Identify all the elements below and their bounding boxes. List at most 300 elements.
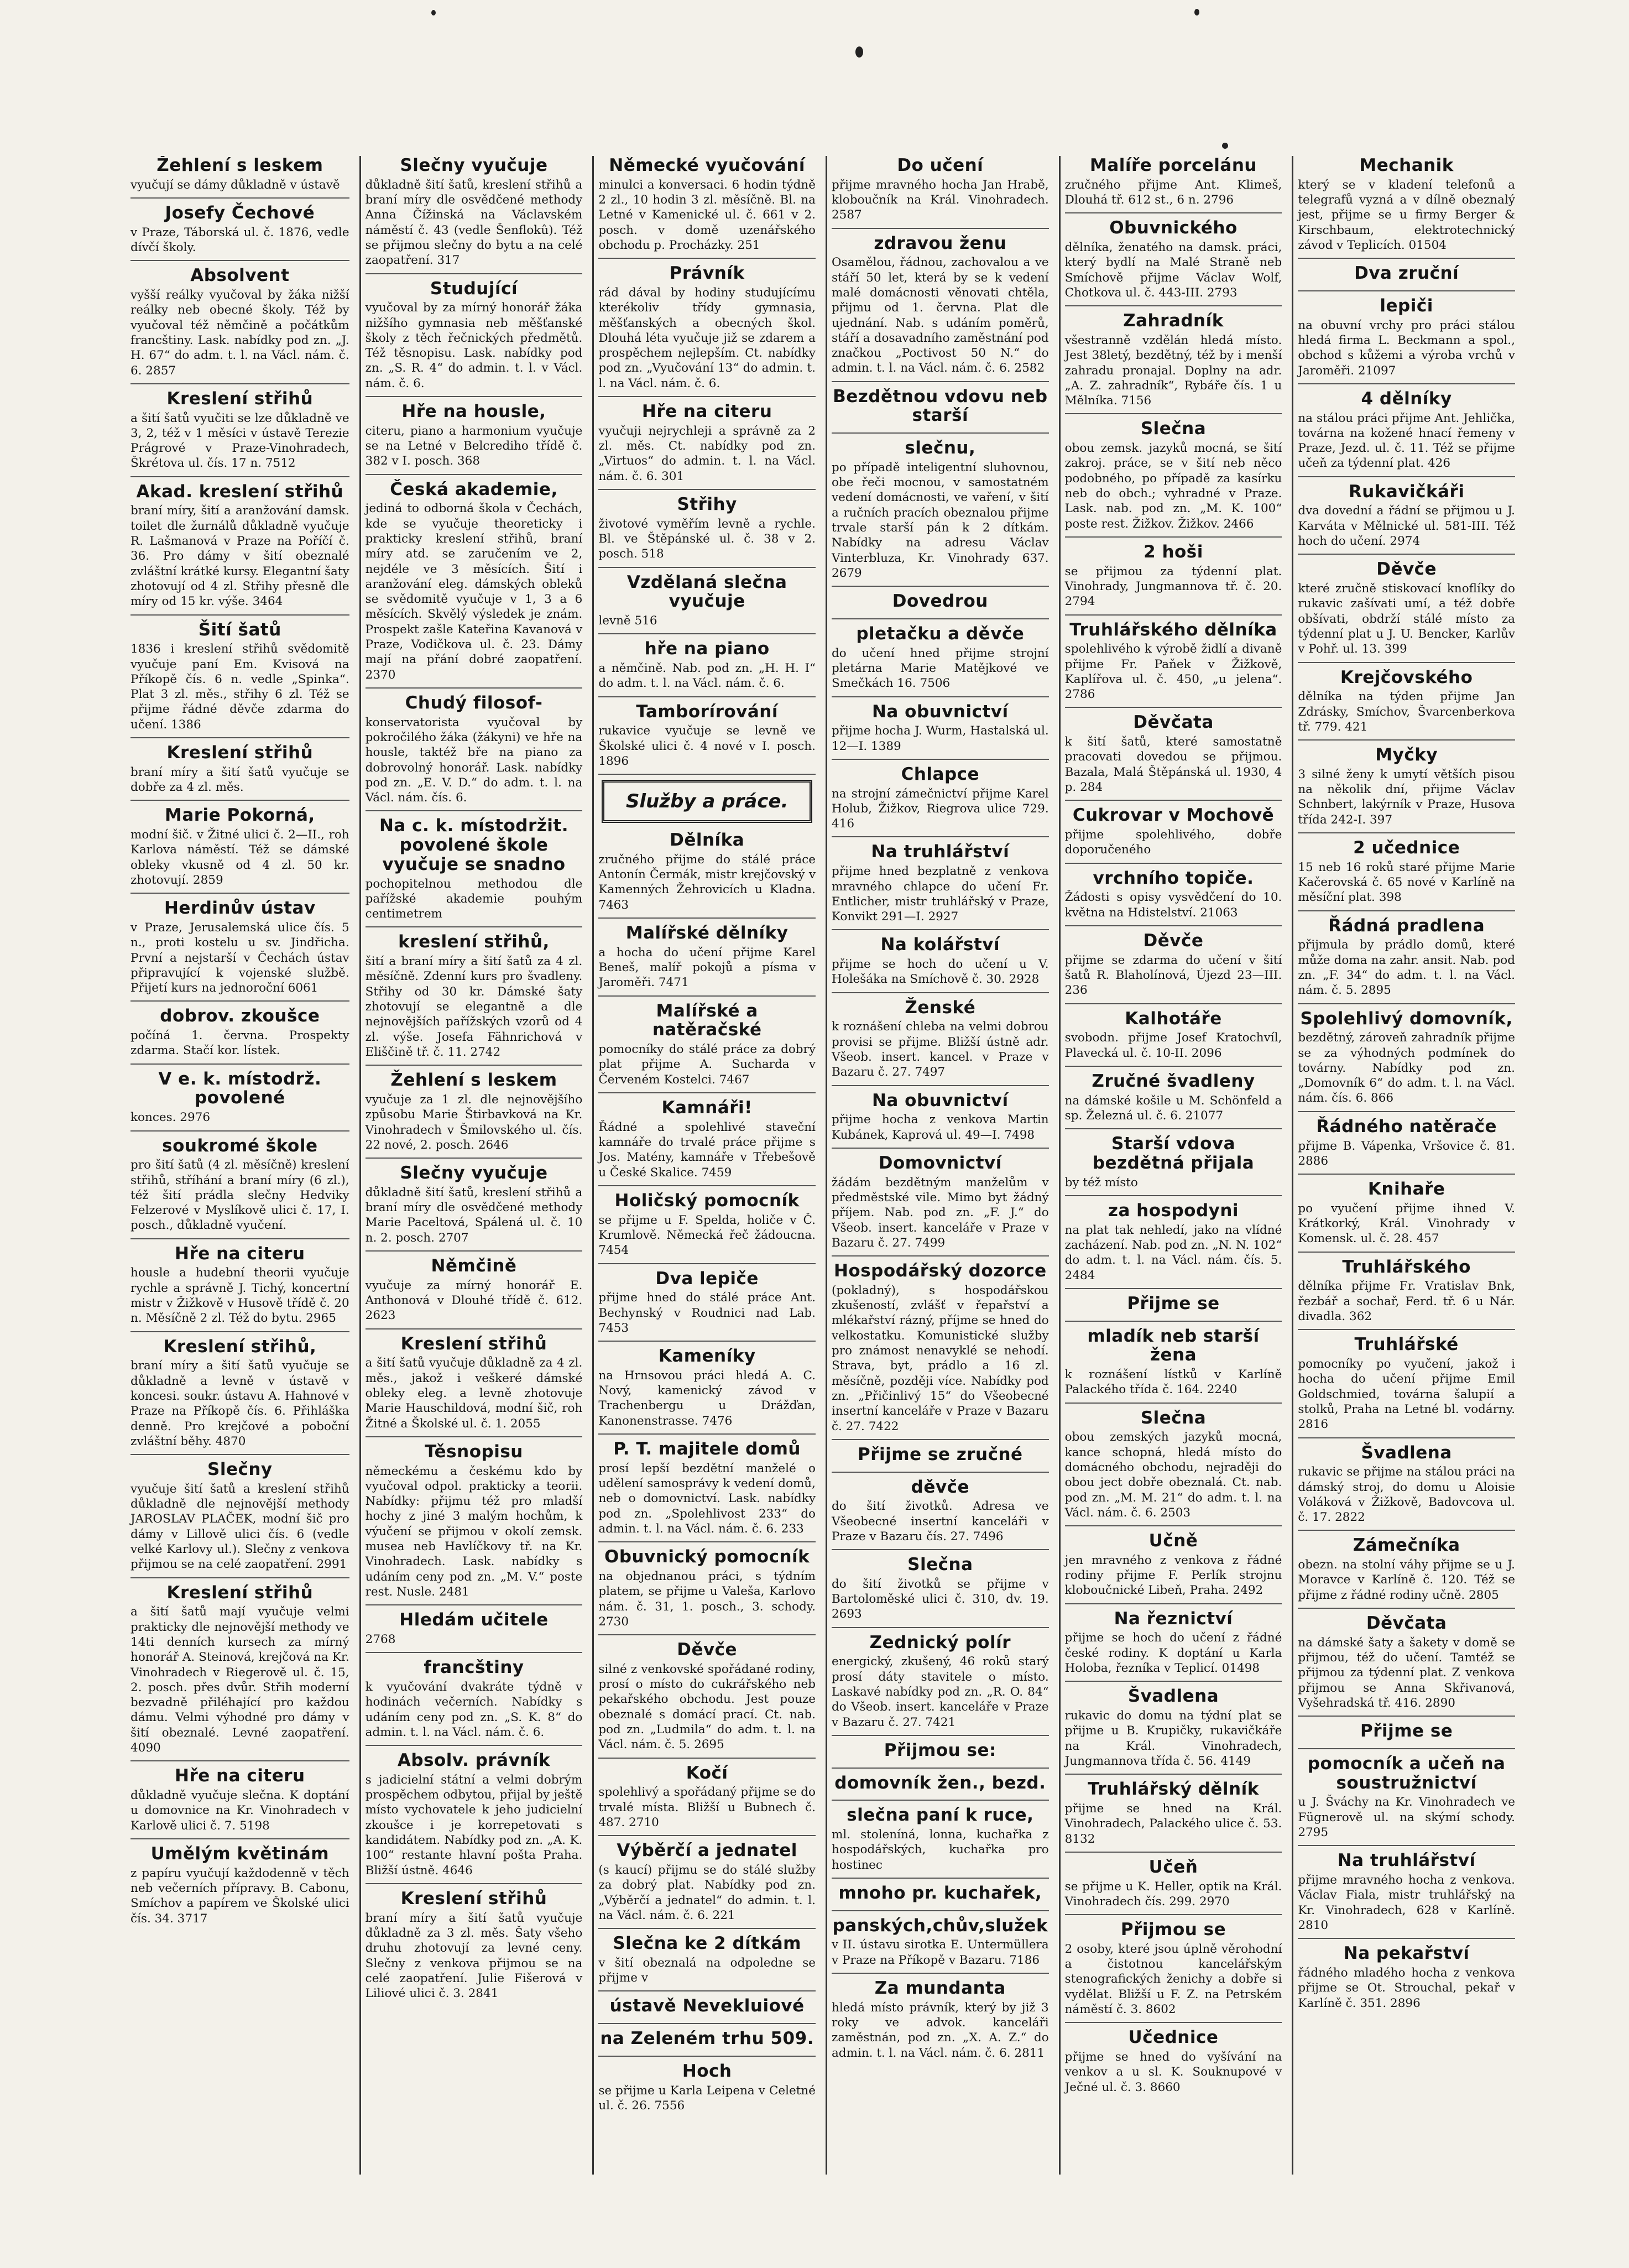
ad-body: levně 516 (598, 613, 657, 628)
ad-headline: Na c. k. místodržit. povolené škole vyučuje se snadno (379, 816, 568, 874)
ad-headline: Švadlena (1127, 1686, 1219, 1707)
ad-headline: Krejčovského (1340, 667, 1473, 687)
ad-headline: Tamborírování (636, 701, 778, 722)
ad-headline: 2 učednice (1353, 838, 1460, 858)
classified-ad (366, 279, 583, 398)
classified-ad (366, 1610, 583, 1653)
classified-ad (130, 1766, 349, 1839)
ad-headline: Přijmou se (1120, 1920, 1226, 1940)
ad-headline: Na truhlářství (1337, 1850, 1476, 1871)
ad-headline: slečna paní k ruce, (847, 1805, 1034, 1826)
ad-headline: Řádná pradlena (1328, 915, 1485, 936)
classified-ad (832, 439, 1049, 587)
classified-ad (130, 743, 349, 801)
ad-headline: Slečny vyučuje (400, 156, 548, 175)
ad-headline: panských,chův,služek (832, 1915, 1048, 1936)
ad-body: Žádosti s opisy vysvědčení do 10. května na Hdistelství. 21063 (1064, 890, 1282, 920)
classified-ad (598, 1996, 816, 2024)
ad-body: přijme se hoch do učení u V. Holešáka na Smíchově č. 30. 2928 (831, 957, 1049, 987)
ad-body: braní míry, šití a aranžování damsk. toilet dle žurnálů důkladně vyučuje R. Lašmanová v Praze na Poříčí č. 36. Pro dámy v šití obeznalé zvláštní krátké kursy. Elegantní šaty zhotovují od 4 zl. Střihy přesně dle míry od 15 kr. výše. 3464 (130, 504, 349, 609)
ad-headline: Šití šatů (198, 619, 281, 640)
ad-headline: P. T. majitele domů (613, 1439, 801, 1459)
ad-body: rukavice vyučuje se levně ve Školské ulici č. 4 nové v I. posch. 1896 (598, 724, 816, 768)
ad-headline: Ženské (905, 997, 976, 1018)
classified-ad (598, 1269, 816, 1342)
ad-body: do učení hned přijme strojní pletárna Marie Matějkové ve Smečkách 16. 7506 (831, 646, 1049, 691)
classified-ad (1065, 419, 1282, 538)
classified-ad (366, 1256, 583, 1329)
ad-headline: Zručné švadleny (1092, 1071, 1255, 1091)
classified-ad (1065, 1072, 1282, 1129)
classified-ad (598, 1002, 816, 1093)
classified-ad (1065, 2028, 1282, 2100)
ink-speck (1222, 143, 1228, 149)
classified-ad (1065, 1294, 1282, 1322)
ad-body: přijme se zdarma do učení v šití šatů R. Blaholínová, Újezd 23—III. 236 (1064, 953, 1282, 998)
classified-ad (598, 1347, 816, 1435)
ad-body: na plat tak nehledí, jako na vlídné zacházení. Nab. pod zn. „N. N. 102“ do adm. t. l. na Václ. nám. čís. 5. 2484 (1064, 1223, 1282, 1282)
classified-ad (1065, 1327, 1282, 1404)
classified-ad (1298, 1009, 1515, 1112)
ad-headline: Spolehlivý domovník, (1300, 1008, 1513, 1029)
ad-body: spolehlivý a spořádaný přijme se do trvalé místa. Bližší u Bubnech č. 487. 2710 (598, 1785, 816, 1829)
classified-ad (130, 1244, 349, 1332)
ad-body: pochopitelnou methodou dle pařížské akademie pouhým centimetrem (365, 877, 583, 921)
ad-headline: Na pekařství (1343, 1943, 1470, 1964)
ad-body: na dámské šaty a šakety v domě se přijmou, též do učení. Tamtéž se přijmou za týdenní plat. Z venkova přijmou se Anna Skřivanová, Vyšehradská tř. 416. 2890 (1298, 1635, 1515, 1710)
classified-ad (1065, 1201, 1282, 1289)
ad-headline: Děvče (1376, 559, 1437, 580)
ad-body: na obuvní vrchy pro práci stálou hledá firma L. Beckmann a spol., obchod s kůžemi a výroba vrchů v Jaroměři. 21097 (1298, 318, 1515, 378)
classified-ad (832, 592, 1049, 619)
classified-ad (598, 402, 816, 490)
classified-ad (1298, 916, 1515, 1004)
ad-headline: Učednice (1128, 2027, 1219, 2048)
classified-ad (598, 1764, 816, 1837)
ad-body: citeru, piano a harmonium vyučuje se na Letné v Belcrediho třídě č. 382 v I. posch. 368 (365, 424, 583, 468)
classified-ad (366, 932, 583, 1066)
ad-body: pomocníky do stálé práce za dobrý plat přijme A. Suchardа v Červeném Kostelci. 7467 (598, 1042, 816, 1087)
ad-headline: Hře na citeru (175, 1243, 305, 1264)
classified-ad (598, 2029, 816, 2057)
ad-headline: kreslení střihů, (398, 932, 550, 952)
classified-ad (366, 694, 583, 812)
ad-headline: Truhlářského (1342, 1256, 1471, 1277)
ad-body: přijme hocha z venkova Martin Kubánek, Kaprová ul. 49—I. 7498 (831, 1113, 1049, 1142)
column-6 (1292, 156, 1520, 2175)
ad-body: v šití obeznalá na odpoledne se přijme v (598, 1956, 816, 1985)
ad-body: Osamělou, řádnou, zachovalou a ve stáří 50 let, která by se k vedení malé domácnosti věnovati chtěla, přijmu od 1. června. Plat dle ujednání. Nab. s udáním poměrů, stáří a dosavadního zaměstnání pod značkou „Poctivost 50 N.“ do admin. t. l. na Václ. nám. č. 6. 2582 (831, 256, 1049, 376)
classified-ad (130, 899, 349, 1002)
classified-ad (1065, 931, 1282, 1004)
ad-body: a šití šatů vyučiti se lze důkladně ve 3, 2, též v 1 měsíci v ústavě Terezie Prágrové v Praze-Vinohradech, Škrétova ul. čís. 17 n. 7512 (130, 411, 349, 471)
classified-ad (1065, 1858, 1282, 1915)
ad-body: přijme se hned do vyšívání na venkov a u sl. K. Souknupové v Ječné ul. č. 3. 8660 (1064, 2050, 1282, 2094)
ad-headline: Knihaře (1367, 1179, 1445, 1200)
ad-body: (s kaucí) přijmu se do stálé služby za dobrý plat. Nabídky pod zn. „Výběrčí a jednatel“ do admin. t. l. na Václ. nám. č. 6. 221 (598, 1863, 816, 1922)
classified-ad (1065, 1780, 1282, 1853)
classified-ad (598, 156, 816, 259)
ad-body: jen mravného z venkova z řádné rodiny přijme F. Perlík strojnu kloboučnické Libeň, Praha. 2492 (1064, 1553, 1282, 1598)
ad-body: 15 neb 16 roků staré přijme Marie Kačerovská č. 65 nové v Karlíně na měsíční plat. 398 (1298, 860, 1515, 905)
ad-headline: Výběrčí a jednatel (617, 1841, 797, 1861)
classified-ad (1298, 1443, 1515, 1531)
ad-body: do šití životků. Adresa ve Všeobecné insertní kanceláři v Praze v Bazaru čís. 27. 7496 (831, 1499, 1049, 1544)
classified-ad (366, 156, 583, 274)
classified-ad (1298, 1536, 1515, 1609)
classified-ad (1065, 543, 1282, 616)
ad-headline: Žehlení s leskem (390, 1070, 557, 1091)
classified-ad (832, 765, 1049, 838)
ad-headline: Truhlářského dělníka (1069, 619, 1277, 640)
ad-headline: Studující (430, 278, 518, 299)
ad-headline: Kalhotáře (1125, 1008, 1222, 1029)
classified-ad (1065, 156, 1282, 213)
classified-ad (832, 1154, 1049, 1256)
classified-ad (832, 1261, 1049, 1440)
ad-headline: Žehlení s leskem (156, 156, 323, 175)
ad-body: vyšší reálky vyučoval by žáka nižší reálky neb obecné školy. Též by vyučoval též němčině a počátkům francštiny. Lask. nabídky pod zn. „J. H. 67“ do adm. t. l. na Václ. nám. č. 6. 2857 (130, 288, 349, 378)
ad-body: dělníka na týden přijme Jan Zdrásky, Smíchov, Švarcenberkova tř. 779. 421 (1298, 690, 1515, 734)
ad-headline: Slečny (207, 1459, 273, 1480)
classified-ad (832, 1478, 1049, 1551)
ad-headline: Na obuvnictví (871, 1090, 1009, 1110)
ad-body: 3 silné ženy k umytí větších pisou na několik dní, přijme Václav Schnbert, lakýrník v Praze, Husova třída 242-I. 397 (1298, 767, 1515, 827)
ad-body: přijme mravného hocha Jan Hrabě, kloboučník na Král. Vinohradech. 2587 (831, 178, 1049, 222)
classified-ad (130, 806, 349, 894)
ad-body: modní šič. v Žitné ulici č. 2—II., roh Karlova náměstí. Též se dámské obleky vkusně od 4 zl. 50 kr. zhotovují. 2859 (130, 828, 349, 887)
ad-headline: Malířské a natěračské (652, 1000, 762, 1040)
ad-body: na Hrnsovou práci hledá A. C. Nový, kamenický závod v Trachenbergu u Drážďan, Kanonenstrasse. 7476 (598, 1368, 816, 1428)
classified-ad (598, 924, 816, 997)
classified-ad (1298, 1258, 1515, 1331)
classified-ad (1065, 1531, 1282, 1604)
ad-body: energický, zkušený, 46 roků starý prosí dáty stavitele o místo. Laskavé nabídky pod zn. „R. O. 84“ do Všeob. insert. kanceláře v Praze v Bazaru č. 27. 7421 (831, 1655, 1049, 1729)
ad-body: 1836 i kreslení střihů svědomitě vyučuje paní Em. Kvisová na Příkopě čís. 6 n. vedle „Spinka“. Plat 3 zl. měs., střihy 6 zl. Též se přijme řádné děvče zdarma do učení. 1386 (130, 642, 349, 732)
ad-headline: Děvče (677, 1640, 738, 1660)
classified-ad (1065, 1687, 1282, 1775)
ad-body: obezn. na stolní váhy přijme se u J. Moravce v Karlíně č. 120. Též se přijme z řádné rodiny učně. 2805 (1298, 1558, 1515, 1602)
ad-headline: Kreslení střihů (166, 388, 314, 409)
column-5 (1059, 156, 1287, 2175)
classified-ad (1065, 218, 1282, 306)
ad-body: vyučují se dámy důkladně v ústavě (130, 178, 340, 192)
classified-ad (598, 1841, 816, 1929)
ad-headline: Kreslení střihů (166, 1582, 314, 1603)
ad-body: který se v kladení telefonů a telegrafů vyzná a v dílně obeznalý jest, přijme se u firmy Berger & Kirschbaum, elektrotechnický závod v Teplicích. 01504 (1298, 178, 1515, 252)
ad-headline: Absolv. právník (397, 1750, 551, 1771)
ad-headline: Myčky (1375, 745, 1438, 765)
classified-ad (130, 1583, 349, 1762)
ad-headline: Právník (669, 263, 745, 284)
ad-headline: mnoho pr. kuchařek, (838, 1883, 1042, 1903)
ad-headline: Holičský pomocník (614, 1190, 800, 1211)
ad-body: braní míry a šití šatů vyučuje se důkladně a levně v ústavě v koncesi. soukr. ústavu A. Hahnové v Praze na Příkopě čís. 6. Přihláška denně. Pro krejčové a poboční zvláštní běhy. 4870 (130, 1359, 349, 1448)
column-2 (359, 156, 587, 2175)
ad-body: u J. Šváchy na Kr. Vinohradech ve Fügnerově ul. na skýmí schody. 2795 (1298, 1795, 1515, 1839)
classified-ad (1298, 668, 1515, 741)
ad-headline: soukromé škole (162, 1135, 318, 1156)
classified-ad (130, 156, 349, 199)
classified-ad (832, 998, 1049, 1086)
ad-headline: Hledám učitele (399, 1610, 549, 1630)
column-3 (592, 156, 820, 2175)
ad-headline: Hře na citeru (641, 402, 772, 421)
ad-body: a němčině. Nab. pod zn. „H. H. I“ do adm. t. l. na Václ. nám. č. 6. (598, 661, 816, 691)
ad-body: dva dovední a řádní se přijmou u J. Karváta v Mělnické ul. 581-III. Též hoch do učení. 2974 (1298, 504, 1515, 549)
ad-body: pro šití šatů (4 zl. měsíčně) kreslení střihů, stříhání a braní míry (6 zl.), též šití prádla slečny Hedviky Felzerové v Myslíkově ulici č. 17, I. posch., důkladně vyučení. (130, 1158, 349, 1233)
classified-ad (832, 1916, 1049, 1974)
classified-ad (1298, 1722, 1515, 1749)
classified-ad (832, 156, 1049, 229)
section-title-banner: Služby a práce. (602, 780, 812, 823)
ad-headline: slečnu, (905, 438, 976, 458)
classified-ad (1298, 156, 1515, 259)
classified-ad (598, 264, 816, 397)
ad-body: přijme hned bezplatně z venkova mravného chlapce do učení Fr. Entlicher, mistr truhlářský v Praze, Konvikt 291—I. 2927 (831, 864, 1049, 924)
ad-headline: Slečna ke 2 dítkám (613, 1933, 801, 1954)
ad-body: braní míry a šití šatů vyučuje se dobře za 4 zl. měs. (130, 765, 349, 795)
ad-headline: Hoch (682, 2061, 732, 2081)
ad-headline: pletačku a děvče (856, 623, 1025, 644)
ad-headline: domovník žen., bezd. (834, 1772, 1046, 1793)
classified-ad (598, 1640, 816, 1759)
ad-headline: 4 dělníky (1361, 388, 1452, 409)
ad-headline: Kočí (686, 1763, 728, 1783)
ad-body: důkladně vyučuje slečna. K doptání u domovnice na Kr. Vinohradech v Karlově ulici č. 7. 5198 (130, 1789, 349, 1833)
ad-body: spolehlivého k výrobě židlí a divaně přijme Fr. Paňek v Žižkově, Kaplířova ul. č. 450, „u jelena“. 2786 (1064, 642, 1282, 702)
ad-body: vyučuji nejrychleji a správně za 2 zl. měs. Ct. nabídky pod zn. „Virtuos“ do admin. t. l. na Václ. nám. č. 6. 301 (598, 424, 816, 483)
classified-ad (130, 1337, 349, 1456)
ad-headline: Na řeznictví (1114, 1608, 1233, 1629)
classified-ad (1298, 482, 1515, 555)
classified-ad (598, 1098, 816, 1186)
ad-body: se přijme u K. Heller, optik na Král. Vinohradech čís. 299. 2970 (1064, 1879, 1282, 1909)
ad-headline: Umělým květinám (150, 1843, 330, 1864)
classified-ad (130, 482, 349, 616)
ad-headline: Přijmou se: (884, 1740, 996, 1760)
classified-ad (130, 1460, 349, 1578)
column-4 (826, 156, 1053, 2175)
classified-ad (832, 234, 1049, 382)
classified-ad (1065, 1409, 1282, 1527)
ad-headline: Do učení (897, 156, 984, 175)
classified-ad (366, 1071, 583, 1159)
ad-headline: Děvče (1143, 930, 1204, 951)
ad-headline: Malířské dělníky (625, 923, 789, 943)
ad-headline: Němčině (431, 1256, 517, 1276)
ad-headline: na Zeleném trhu 509. (600, 2029, 814, 2049)
ad-body: housle a hudební theorii vyučuje rychle a správně J. Tichý, koncertní mistr v Žižkově v Husově třídě č. 20 n. Měsíčně 2 zl. Též do bytu. 2965 (130, 1266, 349, 1326)
ad-headline: Obuvnický pomocník (604, 1547, 810, 1567)
ad-headline: V e. k. místodrž. povolené (158, 1068, 322, 1108)
ad-body: přijmula by prádlo domů, které může doma na zahr. ansit. Nab. pod zn. „F. 34“ do adm. t. l. na Václ. nám. č. 5. 2895 (1298, 938, 1515, 998)
ad-body: zručného přijme do stálé práce Antonín Čermák, mistr krejčovský v Kamenných Žehrovicích u Kladna. 7463 (598, 852, 816, 912)
ad-headline: Za mundanta (874, 1978, 1006, 1999)
classified-ad (832, 1445, 1049, 1473)
ad-headline: francštiny (424, 1657, 524, 1678)
ad-body: (pokladný), s hospodářskou zkušeností, zvlášť v řepařství a mlékařství rázný, příjme se hned do velkostatku. Komunistické služby pro známost nenavyklé se nehodí. Strava, byt, prádlo a 16 zl. měsíčně, později více. Nabídky pod zn. „Přičinlivý 15“ do Všeobecné insertní kanceláře v Praze v Bazaru č. 27. 7422 (831, 1283, 1049, 1433)
ad-body: řádného mladého hocha z venkova přijme se Ot. Strouchal, pekař v Karlíně č. 351. 2896 (1298, 1965, 1515, 2010)
ad-headline: Kreslení střihů (166, 743, 314, 763)
ad-headline: Zahradník (1123, 311, 1224, 331)
ad-headline: vrchního topiče. (1093, 868, 1254, 888)
ad-headline: Slečna (907, 1555, 973, 1575)
ad-body: na strojní zámečnictví přijme Karel Holub, Žižkov, Riegrova ulice 729. 416 (831, 786, 1049, 831)
ad-headline: Švadlena (1361, 1442, 1452, 1463)
ad-headline: Řádného natěrače (1316, 1116, 1497, 1136)
ad-body: se přijme u F. Spelda, holiče v Č. Krumlově. Německá řeč žádoucna. 7454 (598, 1213, 816, 1258)
ad-body: přijme B. Vápenka, Vršovice č. 81. 2886 (1298, 1139, 1515, 1168)
ad-headline: Vzdělaná slečna vyučuje (626, 572, 787, 612)
ad-body: Řádné a spolehlivé staveční kamnáře do trvalé práce přijme s Jos. Matény, kamnáře v Třebešově u České Skalice. 7459 (598, 1120, 816, 1180)
ad-body: přijme se hoch do učení z řádné české rodiny. K doptání u Karla Holoba, řezníka v Teplicí. 01498 (1064, 1631, 1282, 1676)
ad-body: dělníka přijme Fr. Vratislav Bnk, řezbář a sochař, Ferd. tř. 6 u Nár. divadla. 362 (1298, 1279, 1515, 1324)
ad-headline: Učně (1148, 1531, 1198, 1551)
ad-headline: Německé vyučování (609, 156, 806, 175)
ad-body: přijme se hned na Král. Vinohradech, Palackého ulice č. 53. 8132 (1064, 1801, 1282, 1846)
ad-body: silné z venkovské spořádané rodiny, prosí o místo do cukrářského neb pekařského obchodu. Jest pouze obeznalé s domácí prací. Ct. nab. pod zn. „Ludmila“ do adm. t. l. na Václ. nám. č. 5. 2695 (598, 1662, 816, 1752)
classified-ad (366, 1442, 583, 1605)
ad-body: v Praze, Táborská ul. č. 1876, vedle dívčí školy. (130, 225, 349, 255)
ad-headline: Kameníky (658, 1346, 756, 1367)
ad-body: rukavic se přijme na stálou práci na dámský stroj, do domu u Aloisie Voláková v Žižkově, Badovcova ul. č. 17. 2822 (1298, 1465, 1515, 1525)
ad-body: na dámské košile u M. Schönfeld a sp. Železná ul. č. 6. 21077 (1064, 1093, 1282, 1123)
classified-ad (832, 1979, 1049, 2066)
ad-headline: Na kolářství (880, 935, 1000, 955)
ad-body: obou zemsk. jazyků mocná, se šití zakroj. práce, se v šití neb něco podobného, po případě za kasírku neb do obch.; vyhradné v Praze. Lask. nab. pod zn. „M. K. 100“ poste rest. Žižkov. Žižkov. 2466 (1064, 441, 1282, 531)
ad-headline: Bezdětnou vdovu neb starší (833, 386, 1048, 426)
classified-ad (1298, 745, 1515, 833)
ad-headline: hře na piano (644, 639, 770, 659)
ad-headline: Přijme se zručné (858, 1444, 1023, 1464)
ad-headline: pomocník a učeň na soustružnictví (1307, 1753, 1506, 1793)
ad-headline: Hře na citeru (175, 1766, 305, 1786)
ad-body: braní míry a šití šatů vyučuje důkladně za 3 zl. měs. Šaty všeho druhu zhotovují za levné ceny. Slečny z venkova přijmou se na celé zaopatření. Julie Fišerová v Liliové ulici č. 3. 2841 (365, 1911, 583, 2001)
ad-headline: Mechanik (1359, 156, 1454, 175)
ad-headline: Slečna (1140, 419, 1207, 439)
classified-ad (598, 2062, 816, 2118)
classified-ad (130, 1070, 349, 1132)
classified-ad (1065, 713, 1282, 801)
ad-headline: Děvčata (1366, 1613, 1447, 1634)
classified-ad (366, 816, 583, 927)
classified-ad (1298, 1117, 1515, 1175)
ad-body: do šití životků se přijme v Bartoloměské ulici č. 310, dv. 19. 2693 (831, 1577, 1049, 1622)
ad-headline: Domovnictví (878, 1153, 1002, 1173)
ad-body: rukavic do domu na týdní plat se přijme u B. Krupičky, rukavičkáře na Král. Vinohradech, Jungmannova třída č. 56. 4149 (1064, 1709, 1282, 1768)
ad-headline: Těsnopisu (425, 1441, 523, 1462)
classified-ad (832, 1884, 1049, 1911)
ad-body: 2 osoby, které jsou úplně věrohodní a čistotnou kancelářským stenografických ženichy a dobře si vydělat. Bližší u F. Z. na Petrském náměstí č. 3. 8602 (1064, 1942, 1282, 2017)
ad-headline: Dovedrou (892, 591, 988, 612)
classified-ad (832, 1741, 1049, 1769)
ad-headline: Hospodářský dozorce (833, 1261, 1047, 1281)
ad-body: po případě inteligentní sluhovnou, obe řeči mocnou, v samostatném vedení domácnosti, ve vaření, v šití a ručních pracích obeznalou přijme trvale starší pán k 2 dítkám. Nabídky na adresu Václav Vinterbluza, Kr. Vinohrady 637. 2679 (831, 460, 1049, 580)
classified-ad (1298, 1851, 1515, 1939)
ad-body: žádám bezdětným manželům v předměstské vile. Mimo byt žádný příjem. Nab. pod zn. „F. J.“ do Všeob. insert. kanceláře v Praze v Bazaru č. 27. 7499 (831, 1175, 1049, 1250)
ad-headline: Na obuvnictví (871, 701, 1009, 722)
ad-headline: Rukavičkáři (1348, 481, 1465, 502)
ad-body: vyučuje šití šatů a kreslení střihů důkladně dle nejnovější methody JAROSLAV PLAČEK, modní šič pro dámy v Lillově ulici čís. 6 (vedle velké Karlovy ul.). Slečny z venkova přijmou se na celé zaopatření. 2991 (130, 1482, 349, 1572)
ad-body: z papíru vyučují každodenně v těch neb večerních přípravy. B. Cabonu, Smíchov a papírem ve Školské ulici čís. 34. 3717 (130, 1866, 349, 1926)
ad-body: šití a braní míry a šití šatů za 4 zl. měsíčně. Zdenní kurs pro švadleny. Střihy od 30 kr. Dámské šaty zhotovují se elegantně a dle nejnovějších pařížských vzorů od 4 zl. výše. Josefa Fähnrichová v Eliščině tř. č. 11. 2742 (365, 955, 583, 1059)
classified-ad (366, 1751, 583, 1884)
classified-ad (366, 402, 583, 475)
ad-body: dělníka, ženatého na damsk. práci, který bydlí na Malé Straně neb Smíchově přijme Václav Wolf, Chotkova ul. č. 443-III. 2793 (1064, 241, 1282, 300)
ad-headline: Kreslení střihů (400, 1888, 547, 1909)
classified-ad (1065, 1609, 1282, 1682)
ink-speck (855, 46, 863, 58)
classified-ad (1298, 1754, 1515, 1846)
ad-body: s jadicielní státní a velmi dobrým prospěchem odbytou, přijal by ještě místo vychovatele k jeho judicielní zkoušce i je korrepetovati s kandidátem. Nabídky pod zn. „A. K. 100“ restante hlavní pošta Praha. Bližší ústně. 4646 (365, 1772, 583, 1878)
ad-headline: Truhlářské (1354, 1334, 1459, 1355)
classified-ad (1065, 311, 1282, 414)
ad-body: a šití šatů vyučuje důkladně za 4 zl. měs., jakož i veškeré dámské obleky eleg. a levně zhotovuje Marie Hauschildová, modní šič, roh Žitné a Školské ul. č. 1. 2055 (365, 1356, 583, 1431)
ad-body: k roznášení lístků v Karlíně Palackého třída č. 164. 2240 (1064, 1368, 1282, 1397)
ad-headline: mladík neb starší žena (1087, 1326, 1260, 1365)
ad-headline: Slečna (1140, 1407, 1207, 1428)
classified-ad (366, 1334, 583, 1437)
classified-ad (130, 1136, 349, 1239)
ad-headline: za hospodyni (1108, 1200, 1239, 1221)
ad-body: všestranně vzdělán hledá místo. Jest 38letý, bezdětný, též by i menší zahradu pronajal. Doplny na adr. „A. Z. zahradník“, Rybáře čís. 1 u Mělníka. 7156 (1064, 333, 1282, 408)
ad-body: k roznášení chleba na velmi dobrou provisi se přijme. Bližší ústně adr. Všeob. insert. kancel. v Praze v Bazaru č. 27. 7497 (831, 1020, 1049, 1080)
ad-body: 2768 (365, 1632, 396, 1646)
ad-body: hledá místo právník, který by již 3 roky ve advok. kanceláři zaměstnán, pod zn. „X. A. Z.“ do admin. t. l. na Václ. nám. č. 6. 2811 (831, 2000, 1049, 2060)
ad-body: důkladně šití šatů, kreslení střihů a braní míry dle osvědčené methody Anna Čížinská na Václavském náměstí č. 43 (vedle Šenflokû). Též se přijmou slečny do bytu a na celé zaopatření. 317 (365, 178, 583, 268)
ad-body: přijme spolehlivého, dobře doporučeného (1064, 828, 1282, 857)
classified-ad (130, 204, 349, 261)
ad-headline: Chlapce (901, 764, 980, 784)
ad-headline: lepiči (1380, 295, 1433, 316)
ad-headline: Malíře porcelánu (1089, 156, 1257, 175)
classified-ad (1298, 296, 1515, 384)
ad-body: přijme hocha J. Wurm, Hastalská ul. 12—I. 1389 (831, 724, 1049, 753)
classified-ad (1298, 560, 1515, 663)
classified-ad (1065, 806, 1282, 863)
ad-headline: zdravou ženu (874, 233, 1007, 253)
ad-headline: Kreslení střihů (400, 1333, 547, 1354)
classified-ad (1065, 1009, 1282, 1067)
classified-ad (598, 1547, 816, 1635)
ad-headline: Přijme se (1127, 1293, 1220, 1313)
ad-headline: dobrov. zkoušce (160, 1006, 320, 1026)
ad-body: vyučuje za 1 zl. dle nejnovějšího způsobu Marie Štirbavková na Kr. Vinohradech v Šmilovského ul. čís. 22 nové, 2. posch. 2646 (365, 1092, 583, 1152)
ad-headline: Dělníka (670, 830, 745, 851)
ad-headline: Hře na housle, (401, 402, 546, 421)
ad-body: obou zemských jazyků mocná, kance schopná, hledá místo do domácného obchodu, nejraději do obou ject dobře obeznalá. Ct. nab. pod zn. „M. M. 21“ do adm. t. l. na Václ. nám. č. 6. 2503 (1064, 1430, 1282, 1520)
ad-headline: 2 hoši (1144, 541, 1203, 562)
ad-body: bezdětný, zároveň zahradník přijme se za výhodných podmínek do továrny. Nabídky pod zn. „Domovník 6“ do adm. t. l. na Václ. nám. čís. 6. 866 (1298, 1031, 1515, 1106)
ink-speck (431, 10, 436, 15)
ad-headline: Na truhlářství (871, 842, 1010, 862)
classified-ad (130, 266, 349, 384)
classified-ad (130, 1007, 349, 1064)
ad-body: konservatorista vyučoval by pokročilého žáka (žákyni) ve hře na housle, taktéž bře na piano za dobrovolný honorář. Lask. nabídky pod zn. „E. V. D.“ do adm. t. l. na Václ. nám. čís. 6. (365, 715, 583, 805)
classified-ad (832, 1806, 1049, 1879)
ad-body: přijme hned do stálé práce Ant. Bechynský v Roudnici nad Lab. 7453 (598, 1291, 816, 1335)
classified-ad (130, 1844, 349, 1931)
classified-ad (832, 702, 1049, 760)
ad-body: důkladně šití šatů, kreslení střihů a braní míry dle osvědčené methody Marie Paceltová, Spálená ul. č. 10 n. 2. posch. 2707 (365, 1185, 583, 1245)
classified-ad (598, 1191, 816, 1264)
classified-ad (598, 1934, 816, 1991)
classified-ad (1065, 1920, 1282, 2023)
classified-ad (1298, 1180, 1515, 1253)
classified-ad (1298, 264, 1515, 291)
ad-headline: Střihy (677, 494, 737, 514)
